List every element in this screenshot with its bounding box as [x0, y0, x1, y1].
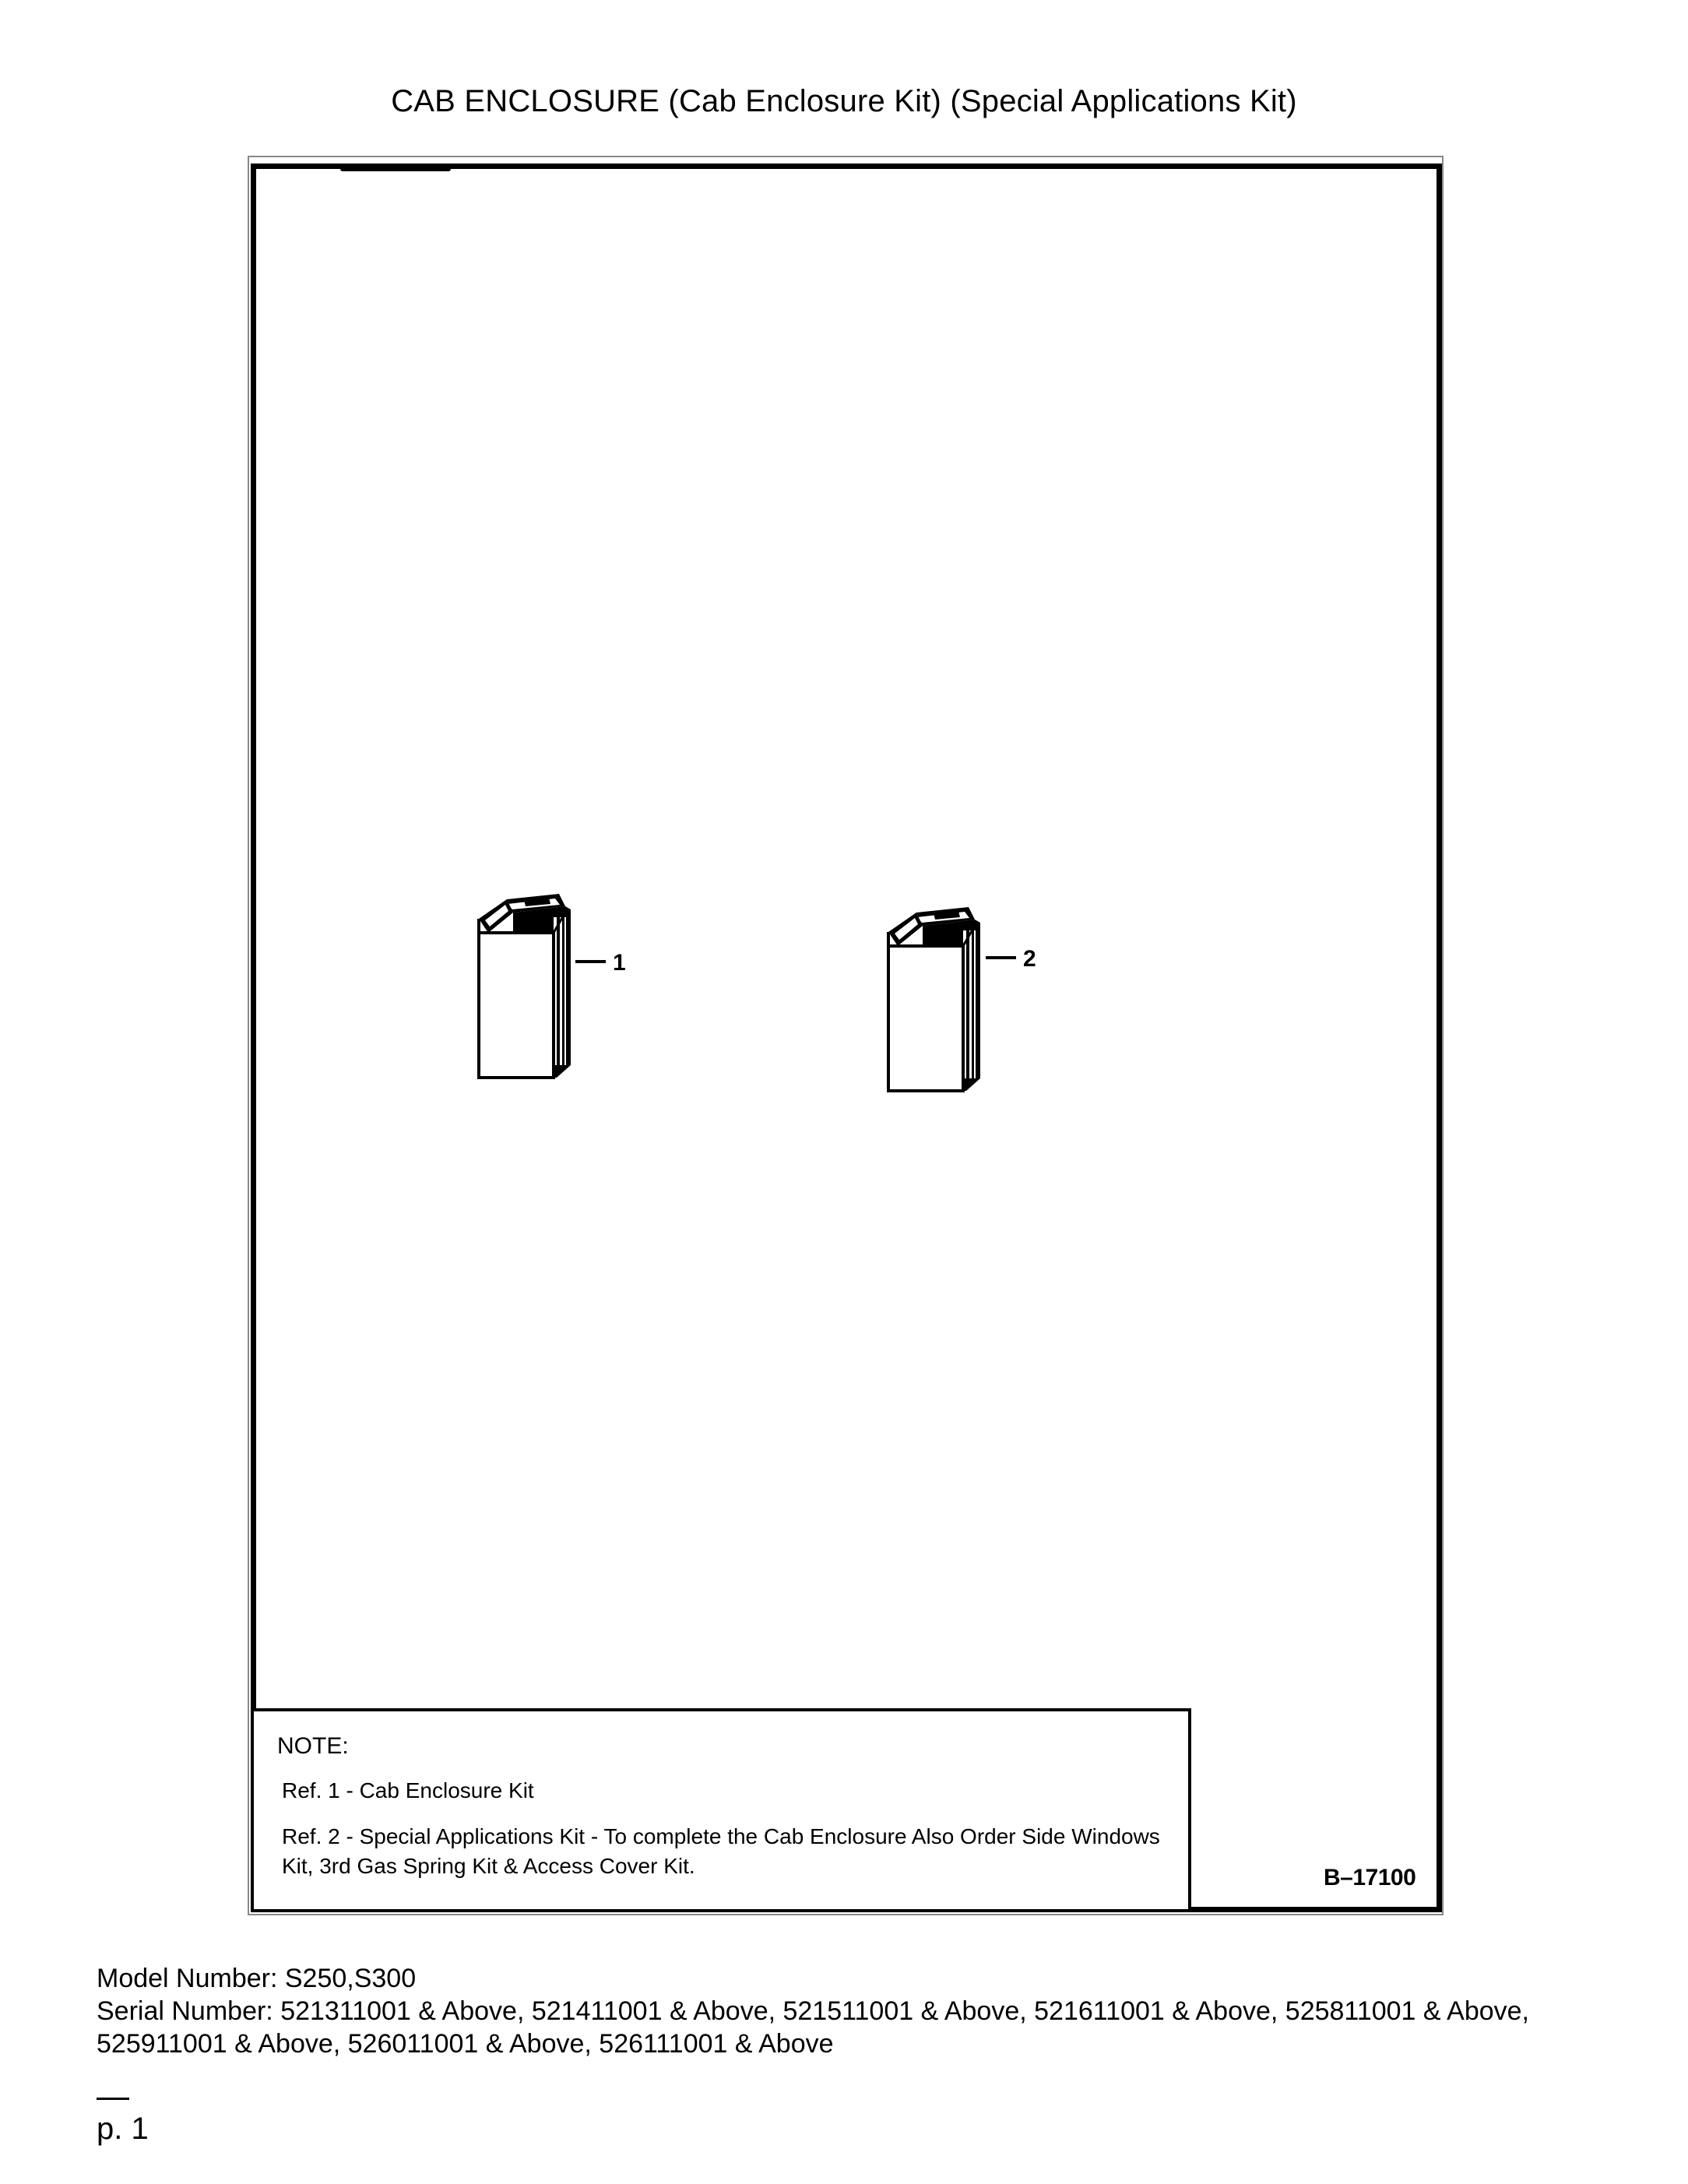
- note-heading: NOTE:: [277, 1733, 349, 1759]
- drawing-number: B–17100: [1324, 1865, 1416, 1890]
- kit-box-icon: [479, 894, 571, 1078]
- callout-label-2: 2: [1023, 946, 1036, 972]
- callout-label-1: 1: [613, 950, 626, 976]
- note-box: [251, 1708, 1191, 1912]
- note-ref-2: Ref. 2 - Special Applications Kit - To complete the Cab Enclosure Also Order Side Windows Kit, 3rd Gas Spring Kit & Access Cover Kit.: [282, 1824, 1160, 1878]
- page-title: CAB ENCLOSURE (Cab Enclosure Kit) (Special Applications Kit): [391, 84, 1297, 118]
- footer-rule: [97, 2098, 129, 2100]
- model-number: Model Number: S250,S300: [97, 1964, 417, 1993]
- serial-number: Serial Number: 521311001 & Above, 521411001 & Above, 521511001 & Above, 521611001 & Above, 525811001 & Above, 525911001 & Above, 526011001 & Above, 526111001 & Above: [97, 1996, 1530, 2059]
- page-number: p. 1: [97, 2112, 149, 2146]
- applicability-info: [97, 1962, 1623, 2060]
- kit-box-icon: [888, 907, 980, 1091]
- parts-diagram: [256, 169, 1437, 1726]
- note-ref-1: Ref. 1 - Cab Enclosure Kit: [282, 1778, 534, 1802]
